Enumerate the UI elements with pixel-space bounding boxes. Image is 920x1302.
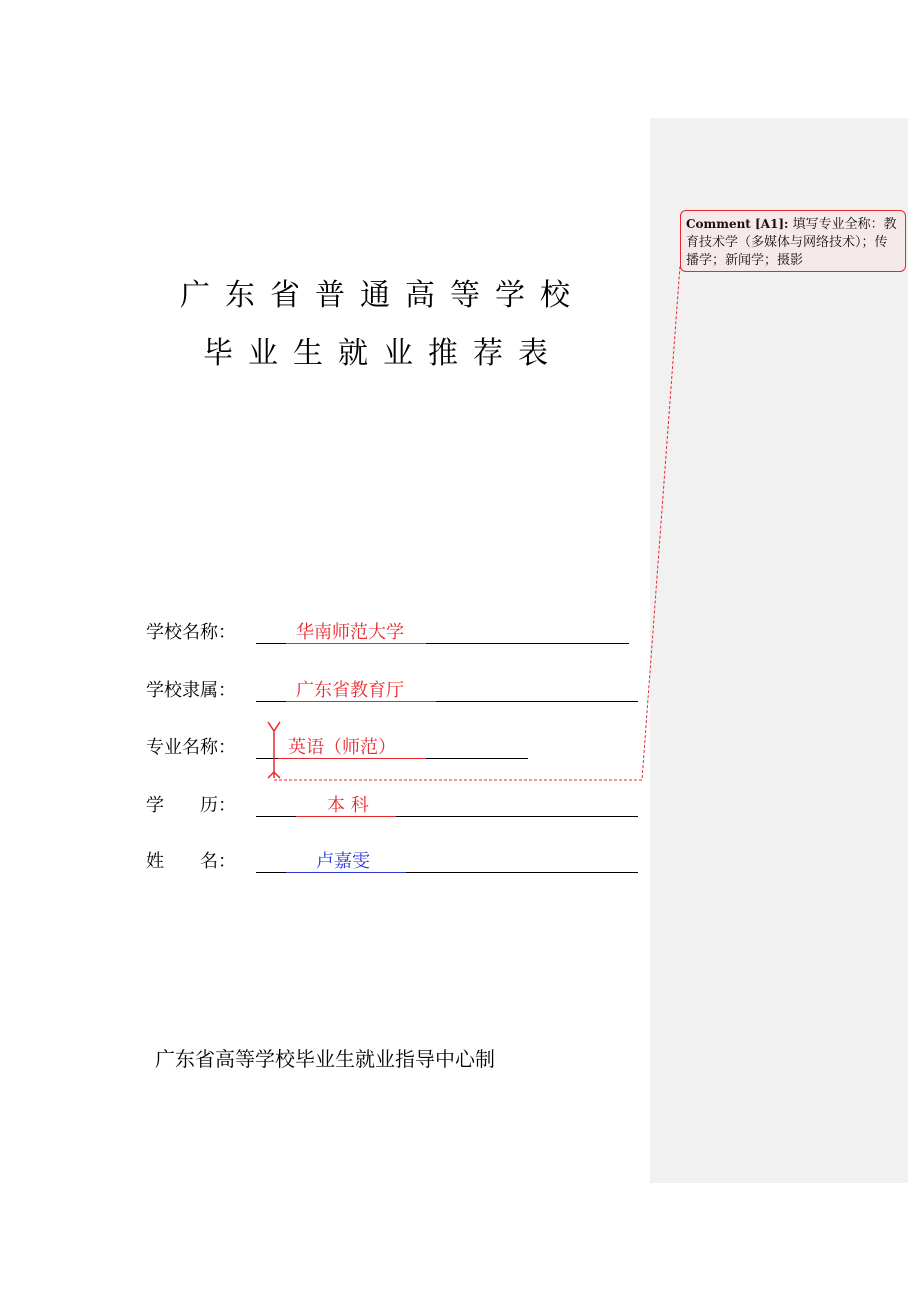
comment-balloon[interactable] bbox=[680, 210, 906, 272]
field-label: 学校隶属： bbox=[146, 680, 236, 701]
field-value[interactable]: 广东省教育厅 bbox=[296, 680, 404, 701]
comment-text: 填写专业全称：教育技术学（多媒体与网络技术）；传播学；新闻学；摄影 bbox=[686, 217, 897, 268]
comment-anchor-marker bbox=[268, 722, 280, 778]
field-label: 学 历： bbox=[146, 795, 236, 816]
field-value[interactable]: 华南师范大学 bbox=[296, 622, 404, 643]
field-value[interactable]: 卢嘉雯 bbox=[316, 851, 370, 872]
form-title-line2: 毕业生就业推荐表 bbox=[203, 336, 563, 371]
comment-leader-line bbox=[274, 266, 680, 780]
form-title-line1: 广东省普通高等学校 bbox=[180, 278, 585, 313]
footer-issuer: 广东省高等学校毕业生就业指导中心制 bbox=[155, 1047, 495, 1071]
field-value[interactable]: 本 科 bbox=[327, 795, 369, 816]
field-label: 学校名称： bbox=[146, 622, 236, 643]
field-label: 姓 名： bbox=[146, 851, 236, 872]
comment-author: Comment [A1]: bbox=[686, 217, 789, 231]
field-label: 专业名称： bbox=[146, 737, 236, 758]
field-value[interactable]: 英语（师范） bbox=[288, 737, 396, 758]
